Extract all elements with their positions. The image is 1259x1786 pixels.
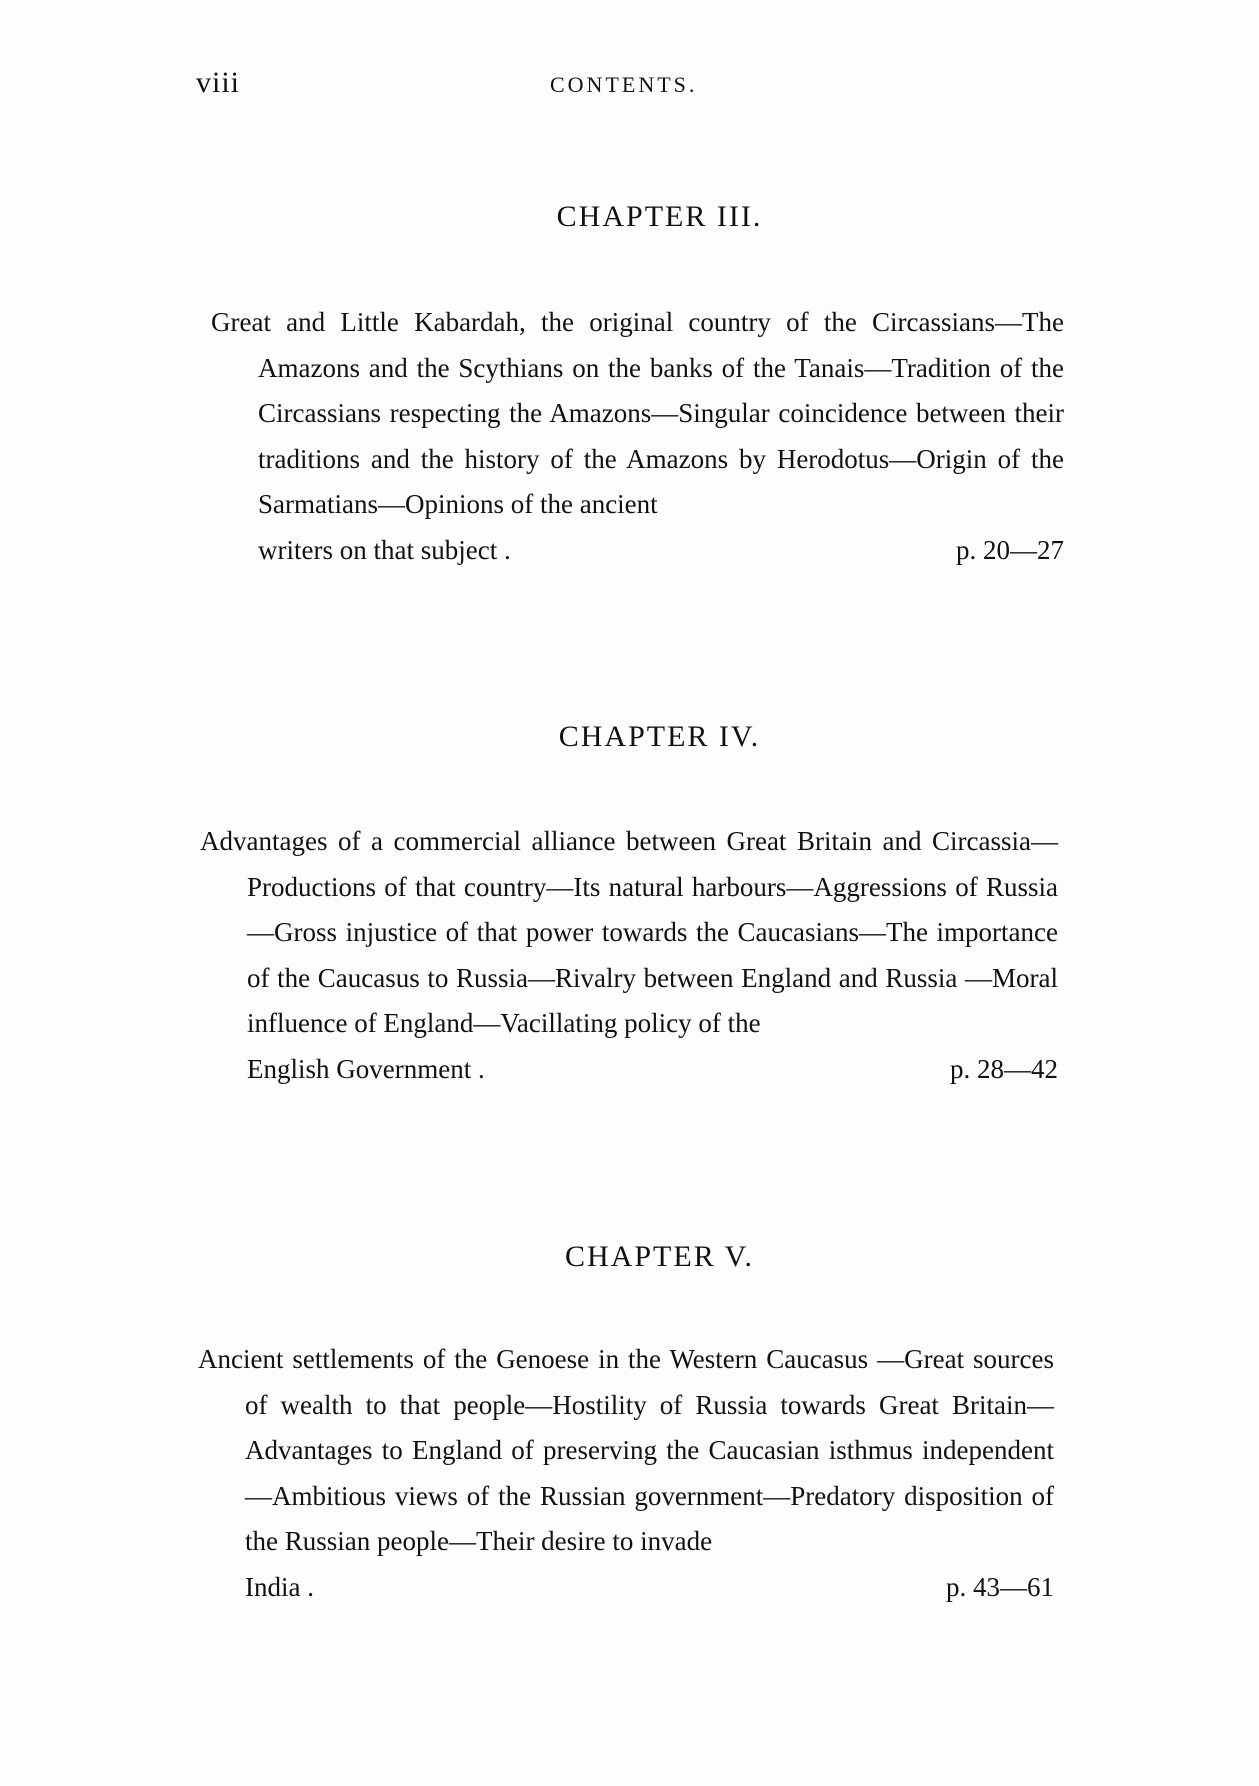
chapter-summary: [198, 1337, 1054, 1610]
chapter-summary-last-line: [258, 528, 1064, 574]
page-range: p. 43—61: [946, 1571, 1054, 1602]
chapter-summary-last-line: [245, 1565, 1054, 1611]
chapter-summary: [200, 819, 1058, 1092]
chapter-summary: [211, 300, 1064, 573]
chapter-title: CHAPTER IV.: [558, 720, 761, 753]
page-range: p. 20—27: [956, 534, 1064, 565]
chapter-summary-text: Ancient settlements of the Genoese in the Western Caucasus —Great sources of wealth to that people—Hostility of Russia towards Great Britain—Advantages to England of preserving the Caucasian isthmus independent—Ambitious views of the Russian government—Predatory disposition of the Russian people—Their desire to invade: [198, 1344, 1054, 1556]
chapter-title: CHAPTER V.: [565, 1240, 754, 1273]
chapter-summary-last-line: [247, 1047, 1058, 1093]
chapter-title: CHAPTER III.: [556, 200, 763, 233]
chapter-summary-text: Great and Little Kabardah, the original country of the Circassians—The Amazons and the Scythians on the banks of the Tanais—Tradition of the Circassians respecting the Amazons—Singular coincidence between their traditions and the history of the Amazons by Herodotus—Origin of the Sarmatians—Opinions of the ancient: [211, 307, 1064, 519]
running-head: CONTENTS.: [550, 72, 698, 97]
chapter-summary-end: India .: [245, 1571, 314, 1602]
chapter-summary-end: English Government .: [247, 1053, 485, 1084]
chapter-summary-end: writers on that subject .: [258, 534, 511, 565]
chapter-summary-text: Advantages of a commercial alliance between Great Britain and Circassia—Productions of that country—Its natural harbours—Aggressions of Russia—Gross injustice of that power towards the Caucasians—The importance of the Caucasus to Russia—Rivalry between England and Russia —Moral influence of England—Vacillating policy of the: [200, 826, 1058, 1038]
page-header: [0, 66, 1259, 106]
page-number: viii: [196, 66, 241, 99]
page-range: p. 28—42: [950, 1053, 1058, 1084]
